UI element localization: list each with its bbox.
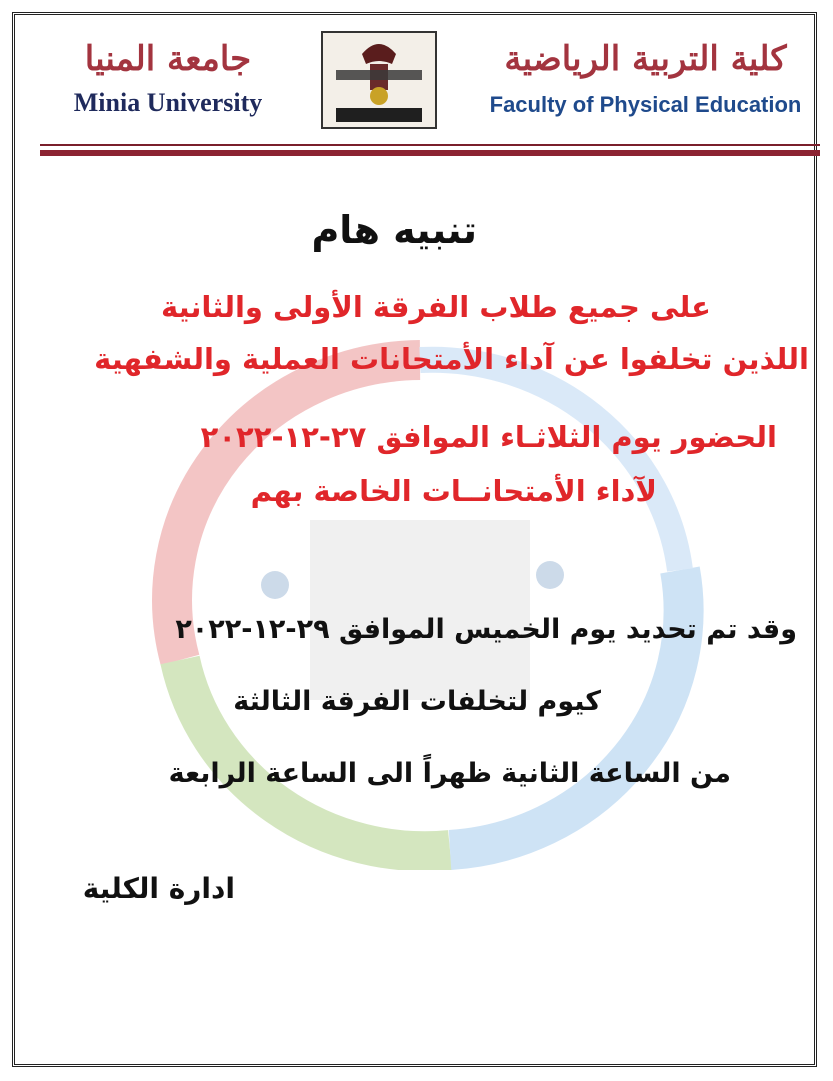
notice-title: تنبيه هام — [311, 208, 477, 252]
signature-administration: ادارة الكلية — [82, 872, 235, 905]
header-divider-thin — [40, 144, 820, 146]
university-name-arabic: جامعة المنيا — [84, 39, 252, 79]
faculty-name-arabic: كلية التربية الرياضية — [504, 39, 787, 79]
faculty-logo-watermark-icon — [120, 330, 720, 870]
university-name-english: Minia University — [73, 88, 263, 117]
notice-line-4: لآداء الأمتحانــات الخاصة بهم — [250, 474, 657, 508]
notice-line-6: كيوم لتخلفات الفرقة الثالثة — [233, 686, 601, 717]
notice-line-1: على جميع طلاب الفرقة الأولى والثانية — [161, 290, 711, 324]
faculty-name-english: Faculty of Physical Education — [489, 92, 802, 117]
faculty-emblem-icon — [318, 30, 440, 130]
notice-line-5: وقد تم تحديد يوم الخميس الموافق ٢٩-١٢-٢٠٢٢ — [175, 614, 797, 645]
faculty-header — [468, 36, 823, 120]
header-divider-thick — [40, 150, 820, 156]
notice-line-3: الحضور يوم الثلاثـاء الموافق ٢٧-١٢-٢٠٢٢ — [200, 420, 777, 454]
university-header — [48, 36, 288, 118]
notice-line-2: اللذين تخلفوا عن آداء الأمتحانات العملية والشفهية — [94, 342, 809, 376]
notice-line-7: من الساعة الثانية ظهراً الى الساعة الرابعة — [168, 758, 731, 789]
